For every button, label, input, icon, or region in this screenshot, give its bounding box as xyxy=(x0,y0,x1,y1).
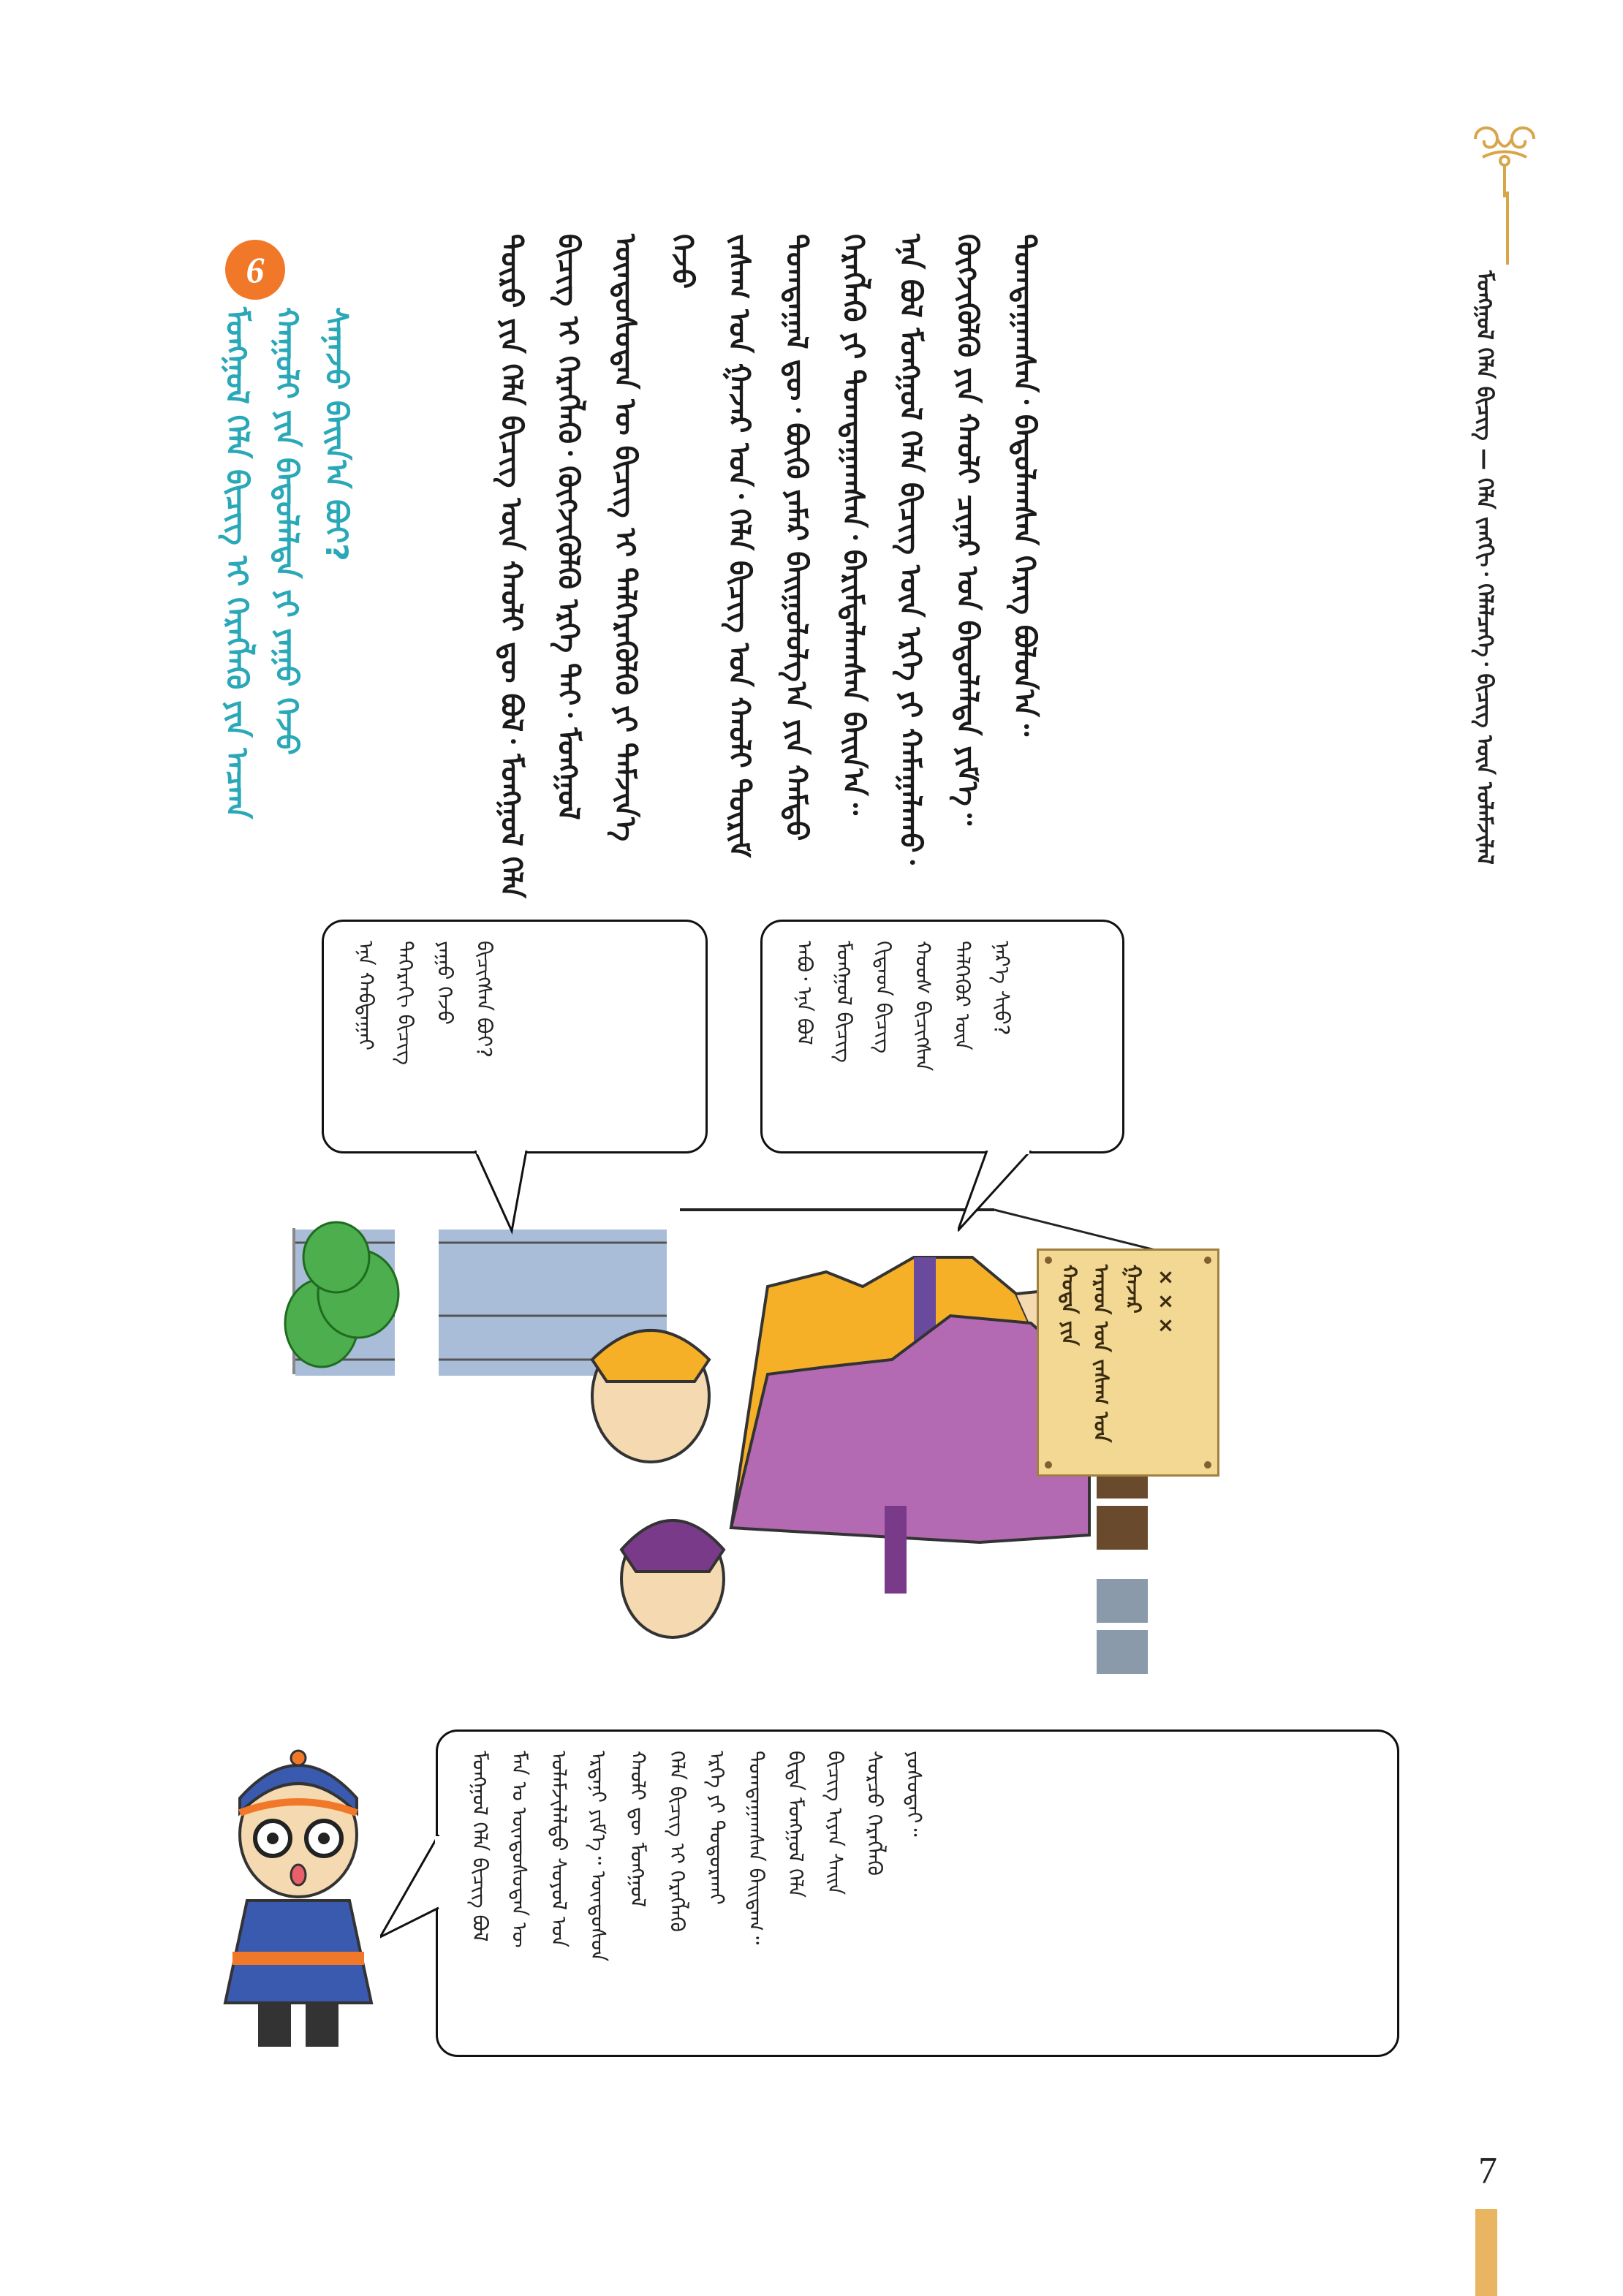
question-text: ᠮᠣᠩᠭᠣᠯ ᠬᠡᠯᠡ ᠪᠢᠴᠢᠭ ᠢ ᠬᠡᠷᠡᠭᠯᠡᠬᠦ ᠶᠢᠨ ᠠᠴᠬᠠ ᠬᠠᠭᠤᠯᠢ ᠶᠢᠨ ᠪᠠᠲᠤᠯᠠᠯᠲᠠ ᠶᠢ ᠶᠠᠭᠤ ᠭᠡᠵᠦ ᠰᠠᠨᠠᠵᠤ ᠪᠠᠢᠨ᠎ᠠ ᠪᠤᠢ? xyxy=(219,307,355,819)
speech-bubble-man-tail xyxy=(468,1151,556,1238)
boy-character xyxy=(189,1740,408,2061)
speech-bubble-man xyxy=(322,920,708,1153)
speech-bubble-boy-text: ᠮᠣᠩᠭᠣᠯ ᠬᠡᠯᠡ ᠪᠢᠴᠢᠭ ᠪᠣᠯ ᠮᠠᠨ ᠤ ᠦᠨᠳᠦᠰᠦᠲᠡᠨ ᠦ ᠤᠯᠠᠮᠵᠢᠯᠠᠯᠲᠤ ᠰᠣᠶᠣᠯ ᠤᠨ ᠡᠷᠳᠡᠨᠢ ᠶᠢᠮ᠎ᠡ᠃ ᠦᠨᠳᠦᠰᠦᠨ ᠬᠠᠤᠯᠢ ᠳᠦ ᠮᠣᠩᠭᠣᠯ ᠬᠡᠯᠡ ᠪᠢᠴᠢᠭ ᠢ ᠬᠡᠷᠡᠭᠯᠡᠬᠦ ᠡᠷᠬᠡ ᠶᠢ ᠲᠣᠳᠤᠷᠬᠠᠢ ᠲᠣᠭᠲᠠᠭᠠᠭᠰᠠᠨ ᠪᠠᠢᠳᠠᠭ᠃ ᠪᠢᠳᠡ ᠮᠣᠩᠭᠣᠯ ᠬᠡᠯᠡ ᠪᠢᠴᠢᠭ ᠢᠶᠡᠨ ᠰᠠᠢᠨ ᠰᠤᠷᠴᠤ ᠬᠡᠷᠡᠭᠯᠡᠬᠦ ᠶᠣᠰᠤᠲᠠᠢ᠃ xyxy=(468,1751,926,1962)
header-rule xyxy=(1506,192,1509,265)
speech-bubble-woman xyxy=(760,920,1124,1153)
running-header: ᠮᠣᠩᠭᠣᠯ ᠬᠡᠯᠡ ᠪᠢᠴᠢᠭ — ᠬᠡᠯᠡ ᠵᠠᠩᠭᠢ᠂ ᠬᠡᠯᠡᠯᠴᠡᠭᠡ᠂ ᠪᠢᠴᠢᠭ ᠦᠨ ᠤᠯᠠᠮᠵᠢᠯᠠᠯ xyxy=(1472,270,1497,865)
speech-bubble-man-text: ᠡᠨᠡ ᠬᠠᠪᠲᠠᠭᠠᠢ ᠳᠡᠭᠡᠷᠡᠬᠢ ᠪᠢᠴᠢᠭ ᠶᠠᠭᠤ ᠭᠡᠵᠦ ᠪᠢᠴᠢᠭᠰᠡᠨ ᠪᠤᠢ? xyxy=(354,941,496,1065)
speech-bubble-woman-text: ᠠᠪᠤ᠂ ᠡᠨᠡ ᠪᠣᠯ ᠮᠣᠩᠭᠣᠯ ᠪᠢᠴᠢᠭ ᠬᠢᠲᠠᠳ ᠪᠢᠴᠢᠭ ᠬᠣᠣᠰ ᠪᠢᠴᠢᠭᠰᠡᠨ ᠳᠡᠯᠭᠡᠭᠦᠷ ᠦᠨ ᠨᠡᠷ᠎ᠡ ᠰᠢᠦ? xyxy=(792,941,1014,1072)
ornament-icon xyxy=(1468,117,1541,197)
question-number-badge: 6 xyxy=(225,240,285,300)
speech-bubble-boy xyxy=(436,1729,1399,2057)
page-number: 7 xyxy=(1478,2150,1497,2191)
main-paragraph: ᠲᠥᠷᠥ ᠶᠢᠨ ᠬᠡᠯᠡ ᠪᠢᠴᠢᠭ ᠦᠨ ᠬᠠᠤᠯᠢ ᠳᠦ ᠪᠣᠯ᠂ ᠮᠣᠩᠭᠣᠯ ᠬᠡᠯᠡ ᠪᠢᠴᠢᠭ ᠢ ᠬᠡᠷᠡᠭᠯᠡᠬᠦ᠂ ᠬᠥᠭᠵᠢᠭᠦᠯᠬᠦ ᠡᠷᠬᠡ ᠲᠠᠢ᠂ ᠮᠣᠩᠭᠣᠯ ᠦᠨᠳᠦᠰᠦᠲᠡᠨ ᠦ ᠪᠢᠴᠢᠭ ᠢ ᠳᠡᠯᠭᠡᠷᠡᠭᠦᠯᠬᠦ ᠶᠢ ᠳᠡᠮᠵᠢᠨ᠎ᠡ ᠭᠡᠵᠦ ᠵᠠᠰᠠᠭ ᠤᠨ ᠭᠠᠵᠠᠷ ᠤᠨ᠂ ᠬᠡᠯᠡ ᠪᠢᠴᠢᠭ ᠤᠨ ᠬᠠᠤᠯᠢ ᠳᠦᠷᠢᠮ ᠲᠣᠭᠲᠠᠭᠠᠯ ᠳᠦ᠂ ᠪᠦᠬᠦ ᠶᠠᠮᠠᠷ ᠪᠠᠢᠭᠤᠯᠤᠯᠭ᠎ᠠ ᠶᠢᠨ ᠬᠠᠮᠲᠤ ᠬᠡᠷᠡᠭᠯᠡᠬᠦ ᠶᠢ ᠲᠣᠭᠲᠠᠭᠠᠭᠰᠠᠨ᠂ ᠪᠠᠷᠢᠮᠲᠠᠯᠠᠭᠰᠠᠨ ᠪᠠᠢᠨ᠎ᠠ᠃ ᠡᠨᠡ ᠪᠣᠯ ᠮᠣᠩᠭᠣᠯ ᠬᠡᠯᠡ ᠪᠢᠴᠢᠭ ᠦᠨ ᠡᠷᠬᠡ ᠶᠢ ᠬᠠᠮᠠᠭᠠᠯᠠᠬᠤ᠂ ᠬᠥᠭᠵᠢᠭᠦᠯᠬᠦ ᠶᠢᠨ ᠬᠠᠤᠯᠢ ᠴᠢᠨᠠᠷ ᠤᠨ ᠪᠠᠲᠤᠯᠠᠯᠲᠠ ᠶᠢᠮ᠎ᠡ᠃ ᠲᠣᠭᠲᠠᠭᠠᠭᠰᠠᠨ᠂ ᠪᠠᠲᠤᠯᠠᠭᠰᠠᠨ ᠬᠡᠷᠡᠭ ᠪᠣᠯᠤᠨ᠎ᠠ᠃ xyxy=(494,234,1041,898)
speech-bubble-woman-tail xyxy=(958,1151,1045,1238)
page-edge-bar xyxy=(1475,2209,1497,2296)
plaque-inscription: ᠬᠣᠲᠠ ᠶᠢᠨ ᠠᠷᠠᠳ ᠤᠨ ᠵᠠᠰᠠᠭ ᠤᠨ ᠭᠠᠵᠠᠷ ××× xyxy=(1057,1265,1178,1443)
